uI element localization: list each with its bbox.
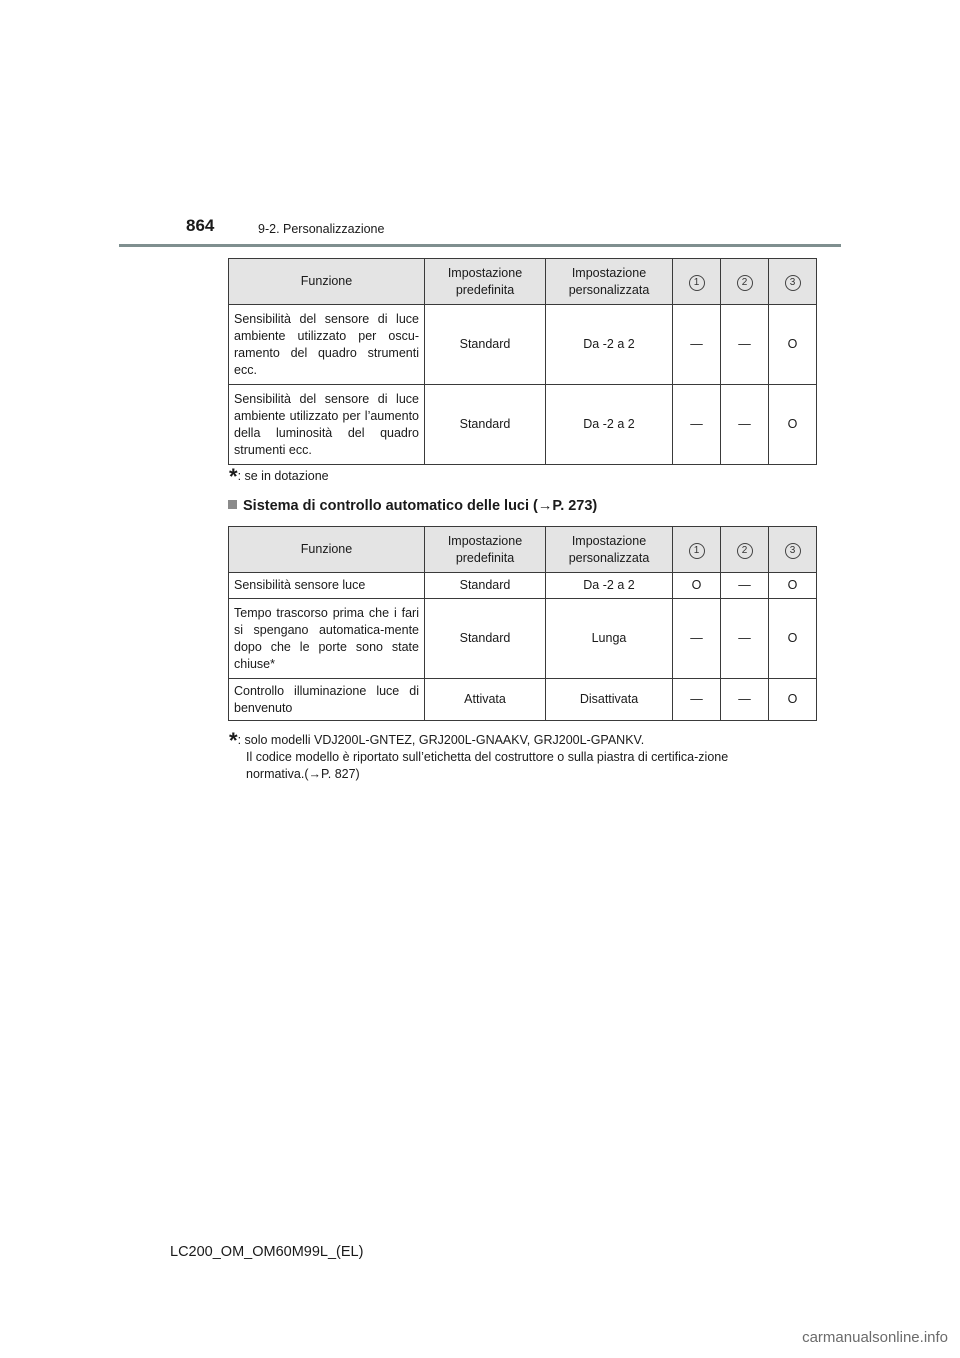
cell-default: Standard xyxy=(425,599,546,679)
cell-col-1: — xyxy=(673,679,721,721)
header-function: Funzione xyxy=(229,527,425,573)
cell-function: Sensibilità del sensore di luce ambiente utilizzato per l’aumento della luminosità del quadro strumenti ecc. xyxy=(229,385,425,465)
square-bullet-icon xyxy=(228,500,237,509)
section-heading xyxy=(228,498,597,514)
cell-col-1: — xyxy=(673,599,721,679)
header-default: Impostazione predefinita xyxy=(425,259,546,305)
circled-number-3-icon: 3 xyxy=(785,543,801,559)
customization-table-2 xyxy=(228,526,817,721)
cell-col-3: O xyxy=(769,573,817,599)
asterisk: * xyxy=(229,464,238,489)
cell-col-2: — xyxy=(721,385,769,465)
footnote-text: : se in dotazione xyxy=(237,469,329,483)
asterisk: * xyxy=(229,728,238,753)
section-label: 9-2. Personalizzazione xyxy=(258,222,385,236)
header-default: Impostazione predefinita xyxy=(425,527,546,573)
table-row xyxy=(229,573,817,599)
cell-col-3: O xyxy=(769,305,817,385)
cell-col-1: — xyxy=(673,305,721,385)
cell-col-2: — xyxy=(721,679,769,721)
circled-number-1-icon: 1 xyxy=(689,275,705,291)
cell-default: Standard xyxy=(425,385,546,465)
cell-col-2: — xyxy=(721,305,769,385)
header-col-1 xyxy=(673,527,721,573)
cell-col-3: O xyxy=(769,385,817,465)
cell-custom: Da -2 a 2 xyxy=(546,385,673,465)
cell-col-1: — xyxy=(673,385,721,465)
table-row xyxy=(229,305,817,385)
footnote-models xyxy=(229,728,749,783)
table-row xyxy=(229,599,817,679)
cell-function: Controllo illuminazione luce di benvenuto xyxy=(229,679,425,721)
cell-custom: Lunga xyxy=(546,599,673,679)
table-row xyxy=(229,385,817,465)
cell-default: Attivata xyxy=(425,679,546,721)
watermark: carmanualsonline.info xyxy=(802,1329,948,1346)
footnote-line-2: Il codice modello è riportato sull’etichetta del costruttore o sulla piastra di certifica-zione normativa.(→P. 827) xyxy=(246,750,729,781)
header-col-2 xyxy=(721,527,769,573)
cell-function: Sensibilità del sensore di luce ambiente utilizzato per oscu-ramento del quadro strumenti ecc. xyxy=(229,305,425,385)
cell-default: Standard xyxy=(425,573,546,599)
header-col-2 xyxy=(721,259,769,305)
customization-table-1 xyxy=(228,258,817,465)
circled-number-1-icon: 1 xyxy=(689,543,705,559)
cell-custom: Disattivata xyxy=(546,679,673,721)
footnote-optional xyxy=(229,464,329,489)
section-title: Sistema di controllo automatico delle luci (→P. 273) xyxy=(243,498,598,514)
header-col-1 xyxy=(673,259,721,305)
table-header-row xyxy=(229,259,817,305)
table-header-row xyxy=(229,527,817,573)
footnote-line-1: : solo modelli VDJ200L-GNTEZ, GRJ200L-GNAAKV, GRJ200L-GPANKV. xyxy=(237,733,645,747)
header-custom: Impostazione personalizzata xyxy=(546,527,673,573)
table-row xyxy=(229,679,817,721)
cell-col-3: O xyxy=(769,599,817,679)
cell-col-2: — xyxy=(721,599,769,679)
cell-col-3: O xyxy=(769,679,817,721)
header-col-3 xyxy=(769,527,817,573)
cell-default: Standard xyxy=(425,305,546,385)
document-code: LC200_OM_OM60M99L_(EL) xyxy=(170,1244,364,1260)
header-col-3 xyxy=(769,259,817,305)
cell-function: Tempo trascorso prima che i fari si spengano automatica-mente dopo che le porte sono state chiuse* xyxy=(229,599,425,679)
header-divider xyxy=(119,244,841,247)
cell-function: Sensibilità sensore luce xyxy=(229,573,425,599)
page-number: 864 xyxy=(186,216,215,235)
circled-number-2-icon: 2 xyxy=(737,275,753,291)
header-custom: Impostazione personalizzata xyxy=(546,259,673,305)
cell-custom: Da -2 a 2 xyxy=(546,305,673,385)
header-function: Funzione xyxy=(229,259,425,305)
circled-number-3-icon: 3 xyxy=(785,275,801,291)
cell-col-2: — xyxy=(721,573,769,599)
cell-col-1: O xyxy=(673,573,721,599)
cell-custom: Da -2 a 2 xyxy=(546,573,673,599)
circled-number-2-icon: 2 xyxy=(737,543,753,559)
